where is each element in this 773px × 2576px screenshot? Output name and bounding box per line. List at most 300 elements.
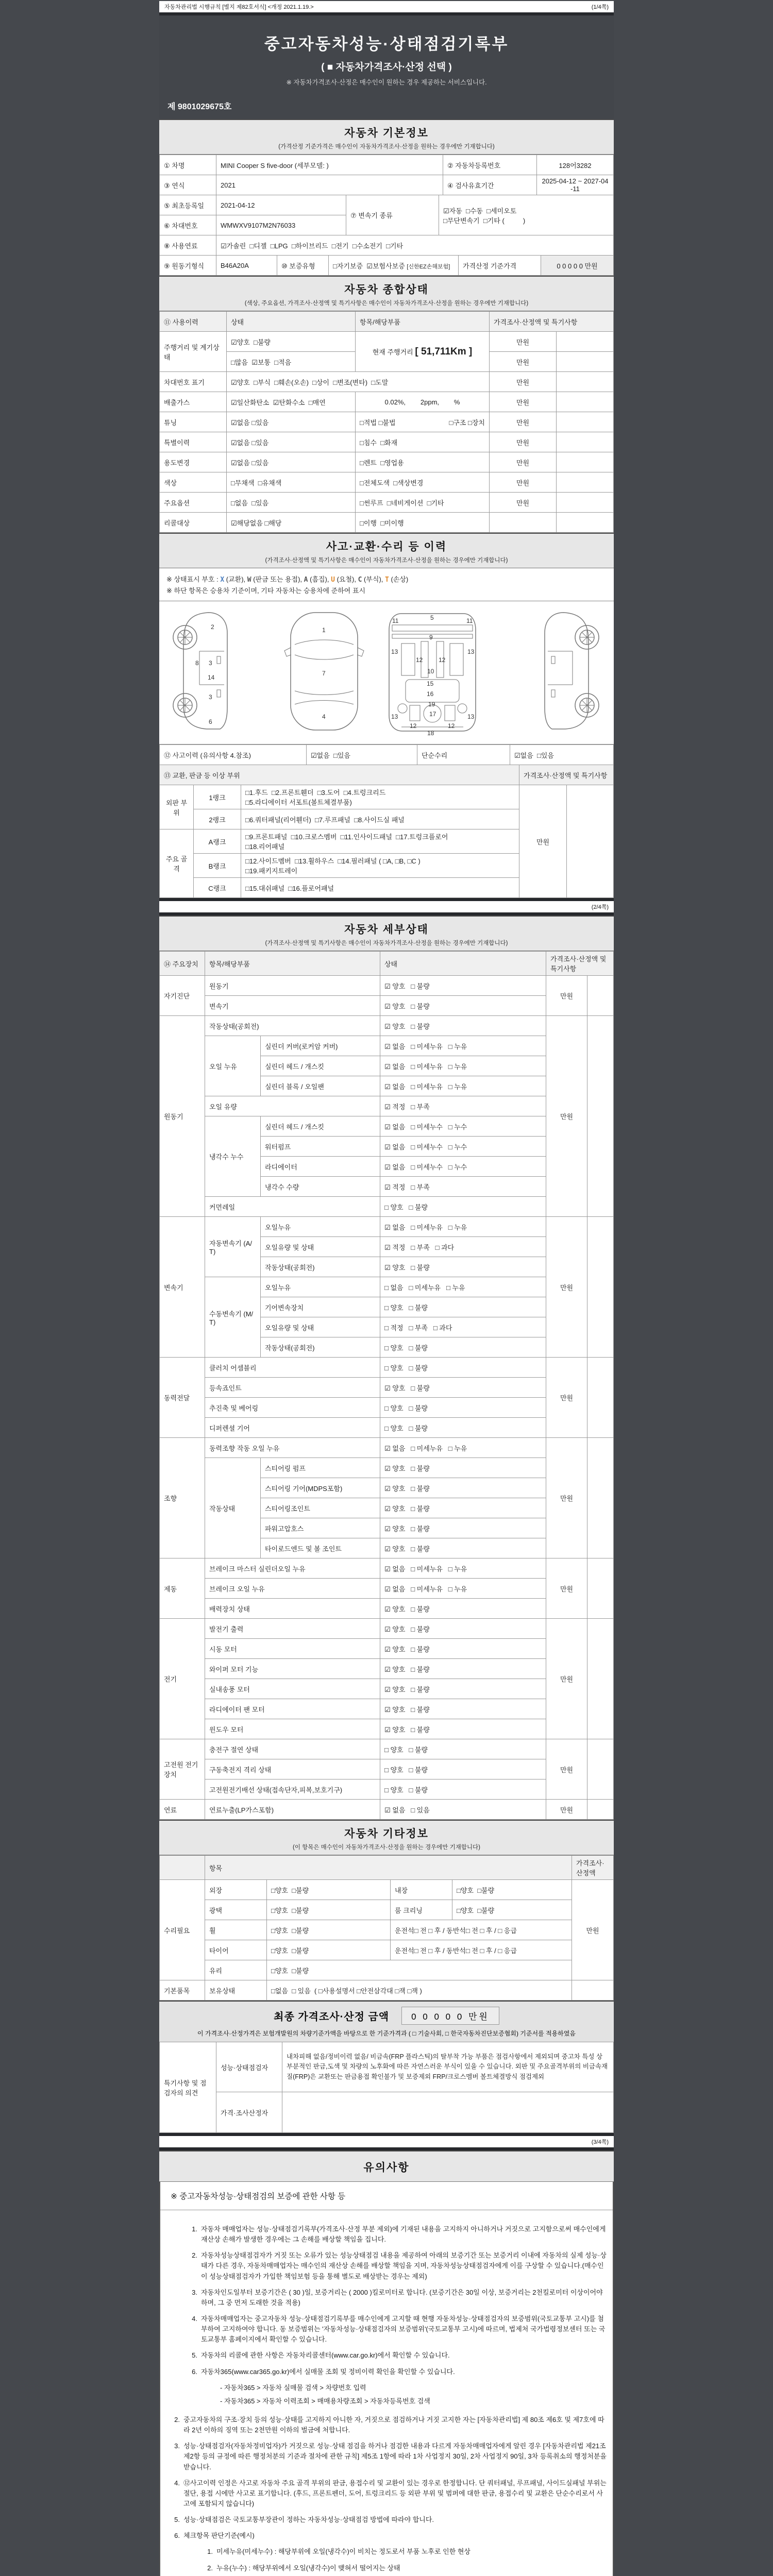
list-text: 미세누유(미세누수) : 해당부위에 오일(냉각수)이 비치는 정도로서 부품 노후로 인한 현상 [216, 2548, 470, 2556]
row-label: 배출가스 [160, 392, 227, 412]
status-check[interactable]: ☑ 없음 □ 미세누유 □ 누유 [380, 1579, 546, 1599]
item-label: 스티어링 기어(MDPS포함) [261, 1478, 380, 1498]
status-check[interactable]: ☑ 양호 □ 불량 [380, 1518, 546, 1538]
frame-rankA-check[interactable] [241, 829, 519, 854]
status-check[interactable]: ☑ 양호 □ 불량 [380, 1538, 546, 1558]
mileage-status-check[interactable]: ☑양호 □불량 [227, 332, 356, 352]
note-cell [587, 1800, 614, 1820]
recall-check[interactable]: ☑해당없음 □해당 [227, 513, 356, 533]
status-check[interactable]: □ 양호 □ 불량 [380, 1398, 546, 1418]
item-label: 실린더 커버(로커암 커버) [261, 1036, 380, 1056]
list-number: 6. [192, 2367, 197, 2376]
symbol-w: W [247, 576, 251, 584]
item-label: 보유상태 [205, 1980, 267, 2001]
price-cell: 만원 [490, 432, 557, 452]
symbol-t: T [385, 576, 389, 584]
status-check[interactable]: ☑ 적정 □ 부족 [380, 1177, 546, 1197]
device-group-label: 제동 [160, 1558, 205, 1619]
list-number: 1. [207, 2548, 213, 2556]
device-group-label: 조향 [160, 1438, 205, 1558]
list-text: 자동차매매업자는 중고자동차 성능·상태점검기록부를 매수인에게 고지할 때 현행 자동차성능·상태점검자의 보증범위(국토교통부 고시)를 첨부하여 고지하여야 합니다. 동 보증범위는 '자동차성능·상태점검자의 보증범위'(국토교통부 고시)에 따르며, 법제처 국가법령정보센터 또는 국토교통부 홈페이지에서 확인할 수 있습니다. [201, 2314, 606, 2344]
group-label: 수리필요 [160, 1880, 205, 1980]
price-cell: 만원 [490, 352, 557, 372]
list-text: 성능·상태점검은 국토교통부장관이 정하는 자동차성능·상태점검 방법에 따라야 합니다. [183, 2516, 434, 2524]
price-cell: 만원 [490, 472, 557, 493]
page-strip-3 [159, 2136, 614, 2147]
part-number: 13 [467, 713, 475, 720]
field-label: ⑨ 원동기형식 [160, 256, 216, 276]
section-accident-header [159, 533, 614, 568]
status-check[interactable]: ☑ 없음 □ 미세누수 □ 누수 [380, 1157, 546, 1177]
symbol-u: U [331, 576, 335, 584]
rank-label: B랭크 [194, 854, 241, 878]
recall-detail-check[interactable]: □이행 □미이행 [356, 513, 490, 533]
accident-check[interactable]: ☑없음 □있음 [307, 745, 417, 765]
item-label: 실린더 블록 / 오일팬 [261, 1076, 380, 1096]
check-options: ☑자동 □수동 □세미오토 [443, 207, 517, 215]
status-check[interactable]: ☑ 없음 □ 미세누유 □ 누유 [380, 1217, 546, 1237]
item-label: 변속기 [205, 996, 380, 1016]
price-cell: 만원 [546, 1619, 587, 1739]
status-check[interactable]: □양호 □불량 [267, 1900, 391, 1920]
check-options: □적법 □불법 [360, 418, 396, 427]
item-label: 클러치 어셈블리 [205, 1358, 380, 1378]
price-cell [490, 513, 557, 533]
symbol-desc: (판금 또는 용접), [251, 575, 304, 583]
item-label: 디퍼렌셜 기어 [205, 1418, 380, 1438]
special-history-check[interactable]: ☑없음 □있음 [227, 432, 356, 452]
part-number: 15 [427, 680, 434, 687]
status-check[interactable]: ☑ 양호 □ 불량 [380, 976, 546, 996]
status-check[interactable]: □양호 □불량 [267, 1960, 572, 1980]
item-label: 커먼레일 [205, 1197, 380, 1217]
field-label: ⑤ 최초등록일 [160, 195, 216, 215]
column-header: 항목/해당부품 [356, 312, 490, 332]
mileage-amount-check[interactable]: □많음 ☑보통 □적음 [227, 352, 356, 372]
list-text: 자동차 매매업자는 성능·상태점검기록부(가격조사·산정 부분 제외)에 기재된 내용을 고지하지 아니하거나 거짓으로 고지함으로써 매수인에게 재산상 손해가 발생한 경우에는 그 손해를 배상할 책임을 집니다. [201, 2225, 606, 2244]
column-header: 항목 [205, 1856, 572, 1880]
mileage-label: 현재 주행거리 [372, 348, 413, 356]
note-cell [587, 1016, 614, 1217]
status-check[interactable]: □ 양호 □ 불량 [380, 1418, 546, 1438]
symbol-desc: (교환), [224, 575, 247, 583]
item-label: 스티어링 펌프 [261, 1458, 380, 1478]
device-group-label: 자기진단 [160, 976, 205, 1016]
status-check[interactable]: ☑ 양호 □ 불량 [380, 1378, 546, 1398]
symbol-desc: (요철), [334, 575, 358, 583]
part-number: 12 [416, 656, 423, 664]
group-label: 기본품목 [160, 1980, 205, 2001]
item-label: 충전구 절연 상태 [205, 1739, 380, 1759]
emission-check[interactable]: ☑일산화탄소 ☑탄화수소 □매연 [227, 392, 356, 412]
price-cell: 만원 [546, 1358, 587, 1438]
column-header: 상태 [227, 312, 356, 332]
field-value: B46A20A [216, 256, 277, 276]
part-number: 6 [209, 718, 212, 725]
part-number: 17 [429, 710, 436, 718]
section-summary-header [159, 276, 614, 311]
fuel-check-cell[interactable]: ☑가솔린 □디젤 □LPG □하이브리드 □전기 □수소전기 □기타 [216, 235, 614, 256]
field-label: ⑥ 차대번호 [160, 215, 216, 235]
basic-items-check[interactable]: □없음 □ 있음 ( □사용설명서 □안전삼각대 □잭 □잭 ) [267, 1980, 572, 2001]
remarks-table [159, 2042, 614, 2133]
note-cell [557, 412, 614, 432]
status-check[interactable]: ☑ 양호 □ 불량 [380, 1659, 546, 1679]
status-check[interactable]: ☑ 양호 □ 불량 [380, 1016, 546, 1036]
page-marker-3: (3/4쪽) [591, 2139, 609, 2145]
item-label: 라디에이터 팬 모터 [205, 1699, 380, 1719]
item-label: 광택 [205, 1900, 267, 1920]
final-price-value: 0 0 0 0 0 만원 [401, 2007, 499, 2025]
document [159, 0, 614, 2576]
column-header: 가격조사·산정액 및 특기사항 [519, 765, 614, 785]
transmission-check-cell[interactable] [439, 195, 614, 235]
accident-history-row [159, 744, 614, 765]
status-check[interactable]: ☑ 없음 □ 있음 [380, 1800, 546, 1820]
symbol-x: X [220, 576, 225, 584]
status-check[interactable]: ☑ 없음 □ 미세누수 □ 누수 [380, 1116, 546, 1137]
section-subtitle: (가격산정 기준가격은 매수인이 자동차가격조사·산정을 원하는 경우에만 기재합니다) [278, 144, 495, 150]
status-check[interactable]: □ 양호 □ 불량 [380, 1337, 546, 1358]
check-options: □9.프론트패널 □10.크로스멤버 □11.인사이드패널 □17.트렁크플로어 [245, 833, 448, 841]
status-check[interactable]: □ 양호 □ 불량 [380, 1297, 546, 1317]
part-number: 12 [439, 656, 446, 664]
section-subtitle: (가격조사·산정액 및 특기사항은 매수인이 자동차가격조사·산정을 원하는 경우에만 기재합니다) [265, 940, 508, 946]
page-1 [159, 12, 614, 901]
status-check[interactable]: ☑ 양호 □ 불량 [380, 1719, 546, 1739]
simple-repair-check[interactable]: ☑없음 □있음 [510, 745, 614, 765]
status-check[interactable]: □ 양호 □ 불량 [380, 1197, 546, 1217]
price-cell [572, 1980, 614, 2001]
status-check[interactable]: □양호 □불량 [452, 1900, 572, 1920]
list-number: 4. [174, 2479, 180, 2487]
price-cell: 만원 [572, 1880, 614, 1980]
status-check[interactable]: ☑ 없음 □ 미세누유 □ 누유 [380, 1076, 546, 1096]
panel-rank2-check[interactable]: □6.쿼터패널(리어휀더) □7.루프패널 □8.사이드실 패널 [241, 809, 519, 829]
list-text: 자동차365(www.car365.go.kr)에서 실매물 조회 및 정비이력 확인을 확인할 수 있습니다. [201, 2367, 455, 2376]
column-header: ⑭ 주요장치 [160, 952, 205, 976]
list-text: 자동차인도일부터 보증기간은 ( 30 )일, 보증거리는 ( 2000 )킬로미터로 합니다. (보증기간은 30일 이상, 보증거리는 2천킬로미터 이상이어야 하며, 그 중 먼저 도래한 것을 적용) [201, 2288, 603, 2307]
item-label: 유리 [205, 1960, 267, 1980]
status-check[interactable]: ☑ 양호 □ 불량 [380, 1639, 546, 1659]
price-cell: 만원 [546, 976, 587, 1016]
options-detail-check[interactable]: □썬루프 □네비게이션 □기타 [356, 493, 490, 513]
status-check[interactable]: ☑ 양호 □ 불량 [380, 1599, 546, 1619]
item-label: 등속죠인트 [205, 1378, 380, 1398]
part-number: 12 [448, 722, 455, 730]
frame-rankC-check[interactable]: □15.대쉬패널 □16.플로어패널 [241, 878, 519, 898]
part-number: 18 [427, 730, 434, 736]
check-options: □자기보증 ☑보험사보증 [333, 262, 405, 270]
field-label: ② 자동차등록번호 [443, 155, 537, 175]
row-label: 차대번호 표기 [160, 372, 227, 392]
row-label: 용도변경 [160, 452, 227, 472]
sub-group-label: 자동변속기 (A/T) [205, 1217, 261, 1277]
part-number: 14 [208, 674, 215, 681]
price-cell: 만원 [546, 1739, 587, 1800]
status-check[interactable]: ☑ 없음 □ 미세누수 □ 누수 [380, 1137, 546, 1157]
column-header: 상태 [380, 952, 546, 976]
color-check[interactable]: □무채색 □유채색 [227, 472, 356, 493]
tuning-detail-check[interactable] [356, 412, 490, 432]
panel-rank1-check[interactable] [241, 785, 519, 809]
notice-box-1: ※ 중고자동차성능·상태점검의 보증에 관한 사항 등 [160, 2182, 613, 2210]
note-cell [587, 1438, 614, 1558]
field-value: MINI Cooper S five-door (세부모델: ) [216, 155, 443, 175]
page-3 [159, 2147, 614, 2576]
item-label: 타이로드엔드 및 볼 조인트 [261, 1538, 380, 1558]
item-label: 오일 유량 [205, 1096, 380, 1116]
status-check[interactable]: □양호 □불량 [452, 1880, 572, 1900]
note-cell [557, 332, 614, 352]
status-check[interactable]: ☑ 없음 □ 미세누유 □ 누유 [380, 1438, 546, 1458]
item-label: 발전기 출력 [205, 1619, 380, 1639]
part-number: 11 [392, 617, 399, 624]
item-label: 동력조향 작동 오일 누유 [205, 1438, 380, 1458]
section-title: 유의사항 [363, 2162, 410, 2174]
final-price-label: 최종 가격조사·산정 금액 [274, 2011, 390, 2023]
status-check[interactable]: ☑ 양호 □ 불량 [380, 1478, 546, 1498]
status-check[interactable]: ☑ 양호 □ 불량 [380, 1498, 546, 1518]
item-label: 실린더 헤드 / 개스킷 [261, 1116, 380, 1137]
row-label: 색상 [160, 472, 227, 493]
price-cell: 만원 [490, 392, 557, 412]
item-label: 기어변속장치 [261, 1297, 380, 1317]
price-cell: 만원 [490, 493, 557, 513]
list-text: ⑫사고이력 인정은 사고로 자동차 주요 골격 부위의 판금, 용접수리 및 교환이 있는 경우로 한정합니다. 단 쿼터패널, 루프패널, 사이드실패널 부위는 절단, 용접 시에만 사고로 표기합니다. (후드, 프론트펜더, 도어, 트렁크리드 등 외판 부위 및 범퍼에 대한 판금, 용접수리 및 교환은 단순수리로서 사고에 포함되지 않습니다) [183, 2479, 607, 2507]
list-text: 누유(누수) : 해당부위에서 오일(냉각수)이 맺혀서 떨어지는 상태 [216, 2564, 400, 2572]
status-check[interactable]: ☑ 없음 □ 미세누유 □ 누유 [380, 1056, 546, 1076]
symbol-desc: (부식), [362, 575, 385, 583]
price-cell: 만원 [490, 332, 557, 352]
car-diagram [159, 601, 614, 744]
tire-position-check[interactable]: 운전석□ 전 □ 후 / 동반석□ 전 □ 후 / □ 응급 [391, 1940, 572, 1960]
note-cell [587, 1739, 614, 1800]
section-detail-header [159, 916, 614, 951]
price-cell: 만원 [546, 1558, 587, 1619]
part-number: 3 [209, 693, 212, 701]
item-label: 추진축 및 베어링 [205, 1398, 380, 1418]
field-value: 2025-04-12 ~ 2027-04-11 [537, 175, 614, 195]
row-label: 튜닝 [160, 412, 227, 432]
list-text: 체크항목 판단기준(예시) [183, 2532, 255, 2540]
sub-group-label: 수동변속기 (M/T) [205, 1277, 261, 1358]
basic-table-row5 [159, 235, 614, 256]
usage-change-check[interactable]: ☑없음 □있음 [227, 452, 356, 472]
item-label: 브레이크 마스터 실린더오일 누유 [205, 1558, 380, 1579]
wheel-position-check[interactable]: 운전석□ 전 □ 후 / 동반석□ 전 □ 후 / □ 응급 [391, 1920, 572, 1940]
item-label: 오일누유 [261, 1217, 380, 1237]
price-cell: 만원 [546, 1438, 587, 1558]
row-label: 주요옵션 [160, 493, 227, 513]
section-title: 자동차 기본정보 [344, 127, 429, 139]
status-check[interactable]: □ 양호 □ 불량 [380, 1780, 546, 1800]
special-detail-check[interactable]: □침수 □화재 [356, 432, 490, 452]
sub-group-label: 작동상태 [205, 1458, 261, 1558]
list-number: 2. [207, 2564, 213, 2572]
row-label: 주행거리 및 계기상태 [160, 332, 227, 372]
part-number: 1 [322, 626, 326, 634]
status-check[interactable]: ☑ 양호 □ 불량 [380, 1699, 546, 1719]
device-group-label: 원동기 [160, 1016, 205, 1217]
part-number: 5 [430, 614, 434, 621]
car-diagram-svg [159, 607, 613, 736]
final-price-block [159, 2001, 614, 2042]
legend-note: ※ 하단 항목은 승용차 기준이며, 기타 자동차는 승용차에 준하여 표시 [166, 587, 366, 595]
inspector-opinion: 내차피해 없음/정비이력 없음/ 비금속(FRP 플라스틱)의 탈부착 가능 부품은 점검사항에서 제외되며 중고차 특성 상 부분적인 판금,도색 및 차량의 노후화에 따른 자연스러운 부식이 있을 수 있습니다. 외판 및 주요골격부위의 비금속재질(FRP)은 교환또는 판금용접 확인불가 및 보증제외 FRP/크로스멤버 볼트체결방식 점검제외 [282, 2042, 614, 2092]
part-number: 4 [322, 713, 326, 720]
notice-list-a [184, 2224, 607, 2406]
frame-rankB-check[interactable] [241, 854, 519, 878]
warranty-check-cell[interactable] [329, 256, 459, 276]
list-sub-item: - 자동차365 > 자동차 이력조회 > 매매용차량조회 > 자동차등록번호 검색 [220, 2397, 430, 2405]
column-header: 항목/해당부품 [205, 952, 380, 976]
item-label: 연료누출(LP가스포함) [205, 1800, 380, 1820]
status-symbol-legend [166, 574, 607, 584]
item-label: 내장 [391, 1880, 452, 1900]
item-label: 구동축전지 격리 상태 [205, 1759, 380, 1780]
status-check[interactable]: □양호 □불량 [267, 1940, 391, 1960]
vin-mark-check[interactable]: ☑양호 □부식 □훼손(오손) □상이 □변조(변타) □도말 [227, 372, 490, 392]
field-label: ⑧ 사용연료 [160, 235, 216, 256]
accident-legend [159, 568, 614, 601]
usage-detail-check[interactable]: □렌트 □영업용 [356, 452, 490, 472]
status-check[interactable]: ☑ 없음 □ 미세누유 □ 누유 [380, 1036, 546, 1056]
check-options: □1.후드 □2.프론트휀더 □3.도어 □4.트렁크리드 [245, 789, 386, 796]
status-check[interactable]: ☑ 양호 □ 불량 [380, 1619, 546, 1639]
section-title: 자동차 기타정보 [344, 1828, 429, 1840]
list-number: 3. [192, 2288, 197, 2296]
part-number: 12 [410, 722, 417, 730]
list-text: 중고자동차의 구조·장치 등의 성능·상태를 고지하지 아니한 자, 거짓으로 점검하거나 거짓 고지한 자는 [자동차관리법] 제 80조 제6호 및 제7호에 따라 2년 이하의 징역 또는 2천만원 이하의 벌금에 처합니다. [183, 2415, 604, 2434]
detail-table [159, 951, 614, 1820]
row-label: 단순수리 [417, 745, 510, 765]
item-label: 실린더 헤드 / 개스킷 [261, 1056, 380, 1076]
group-label: 외판 부위 [160, 785, 194, 829]
item-label: 타이어 [205, 1940, 267, 1960]
appraiser-opinion [282, 2092, 614, 2133]
page-marker-1: (1/4쪽) [591, 4, 609, 10]
check-options: □19.패키지트레이 [245, 867, 298, 875]
legend-prefix: ※ 상태표시 부호 : [166, 575, 221, 583]
row-label: 리콜대상 [160, 513, 227, 533]
status-check[interactable]: ☑ 적정 □ 부족 □ 과다 [380, 1237, 546, 1257]
field-value: 2021-04-12 [216, 195, 346, 215]
item-label: 윈도우 모터 [205, 1719, 380, 1739]
current-mileage [356, 332, 490, 372]
status-check[interactable]: □양호 □불량 [267, 1920, 391, 1940]
column-header: 가격조사·산정액 [572, 1856, 614, 1880]
rule-ref: 자동차관리법 시행규칙 [별지 제82호서식] <개정 2021.1.19.> [164, 4, 314, 10]
status-check[interactable]: □ 양호 □ 불량 [380, 1739, 546, 1759]
list-number: 4. [192, 2314, 197, 2323]
item-label: 작동상태(공회전) [205, 1016, 380, 1036]
field-label: ⑩ 보증유형 [277, 256, 329, 276]
check-options: □5.라디에이터 서포트(볼트체결부품) [245, 799, 352, 806]
section-title: 자동차 종합상태 [344, 284, 429, 296]
rank-label: 2랭크 [194, 809, 241, 829]
note-cell [557, 472, 614, 493]
list-number: 5. [174, 2516, 180, 2524]
price-cell: 만원 [546, 1800, 587, 1820]
note-cell [557, 513, 614, 533]
price-cell: 만원 [546, 1217, 587, 1358]
part-number: 8 [195, 659, 199, 667]
summary-table [159, 311, 614, 533]
status-check[interactable]: □ 양호 □ 불량 [380, 1759, 546, 1780]
etc-table [159, 1855, 614, 2001]
field-value: WMWXV9107M2N76033 [216, 215, 346, 235]
list-number: 5. [192, 2351, 197, 2360]
item-label: 파워고압호스 [261, 1518, 380, 1538]
price-cell: 만원 [490, 412, 557, 432]
page-strip-2 [159, 901, 614, 912]
part-number: 13 [391, 713, 398, 720]
note-cell [557, 392, 614, 412]
list-number: 1. [192, 2225, 197, 2233]
status-check[interactable]: ☑ 양호 □ 불량 [380, 996, 546, 1016]
status-check[interactable]: ☑ 없음 □ 미세누유 □ 누유 [380, 1558, 546, 1579]
color-detail-check[interactable]: □전체도색 □색상변경 [356, 472, 490, 493]
tuning-check[interactable]: ☑없음 □있음 [227, 412, 356, 432]
row-label: 특별이력 [160, 432, 227, 452]
sub-group-label: 냉각수 누수 [205, 1116, 261, 1197]
device-group-label: 전기 [160, 1619, 205, 1739]
section-title: 자동차 세부상태 [344, 924, 429, 936]
check-options: □12.사이드멤버 □13.휠하우스 □14.필러패널 ( □A, □B, □C ) [245, 857, 421, 865]
mileage-value: [ 51,711Km ] [415, 346, 473, 357]
price-cell: 만원 [519, 785, 567, 898]
item-label: 고전원전기배선 상태(접속단자,피복,보호기구) [205, 1780, 380, 1800]
item-label: 시동 모터 [205, 1639, 380, 1659]
section-title: 사고·교환·수리 등 이력 [326, 541, 447, 553]
symbol-desc: (흠집), [308, 575, 331, 583]
status-check[interactable]: ☑ 양호 □ 불량 [380, 1257, 546, 1277]
notice-list-b6 [199, 2547, 607, 2576]
title-block [159, 15, 614, 119]
status-check[interactable]: □ 양호 □ 불량 [380, 1358, 546, 1378]
item-label: 냉각수 수량 [261, 1177, 380, 1197]
note-cell [557, 352, 614, 372]
rank-label: A랭크 [194, 829, 241, 854]
status-check[interactable]: ☑ 양호 □ 불량 [380, 1679, 546, 1699]
doc-number: 제 9801029675호 [167, 103, 232, 111]
status-check[interactable]: ☑ 양호 □ 불량 [380, 1458, 546, 1478]
device-group-label: 동력전달 [160, 1358, 205, 1438]
field-label: 가격산정 기준가격 [459, 256, 541, 276]
status-check[interactable]: ☑ 적정 □ 부족 [380, 1096, 546, 1116]
item-label: 원동기 [205, 976, 380, 996]
part-number: 11 [466, 617, 473, 624]
symbol-c: C [358, 576, 362, 584]
note-cell [587, 976, 614, 1016]
list-number: 2. [192, 2251, 197, 2260]
panel-frame-table [159, 765, 614, 898]
basic-table-row3 [159, 195, 614, 235]
status-check[interactable]: □양호 □불량 [267, 1880, 391, 1900]
field-label: ③ 연식 [160, 175, 216, 195]
note-cell [587, 1558, 614, 1619]
check-options: □18.리어패널 [245, 843, 285, 851]
status-check[interactable]: □ 적정 □ 부족 □ 과다 [380, 1317, 546, 1337]
sub-group-label: 오일 누유 [205, 1036, 261, 1096]
options-check[interactable]: □없음 □있음 [227, 493, 356, 513]
item-label: 오일유량 및 상태 [261, 1317, 380, 1337]
item-label: 배력장치 상태 [205, 1599, 380, 1619]
device-group-label: 연료 [160, 1800, 205, 1820]
list-text: 자동차성능상태점검자가 거짓 또는 오류가 있는 성능상태점검 내용을 제공하여 아래의 보증기간 또는 보증거리 이내에 자동차의 실제 성능·상태가 다른 경우, 자동차매매업자는 매수인의 재산상 손해를 배상할 책임을 지며, 자동차성능상태점검자에게 이를 구상할 수 있습니다.(매수인이 성능상태점검자가 가입한 책임보험 등을 통해 별도로 배상받는 경우는 제외) [201, 2251, 607, 2280]
status-check[interactable]: □ 없음 □ 미세누유 □ 누유 [380, 1277, 546, 1297]
